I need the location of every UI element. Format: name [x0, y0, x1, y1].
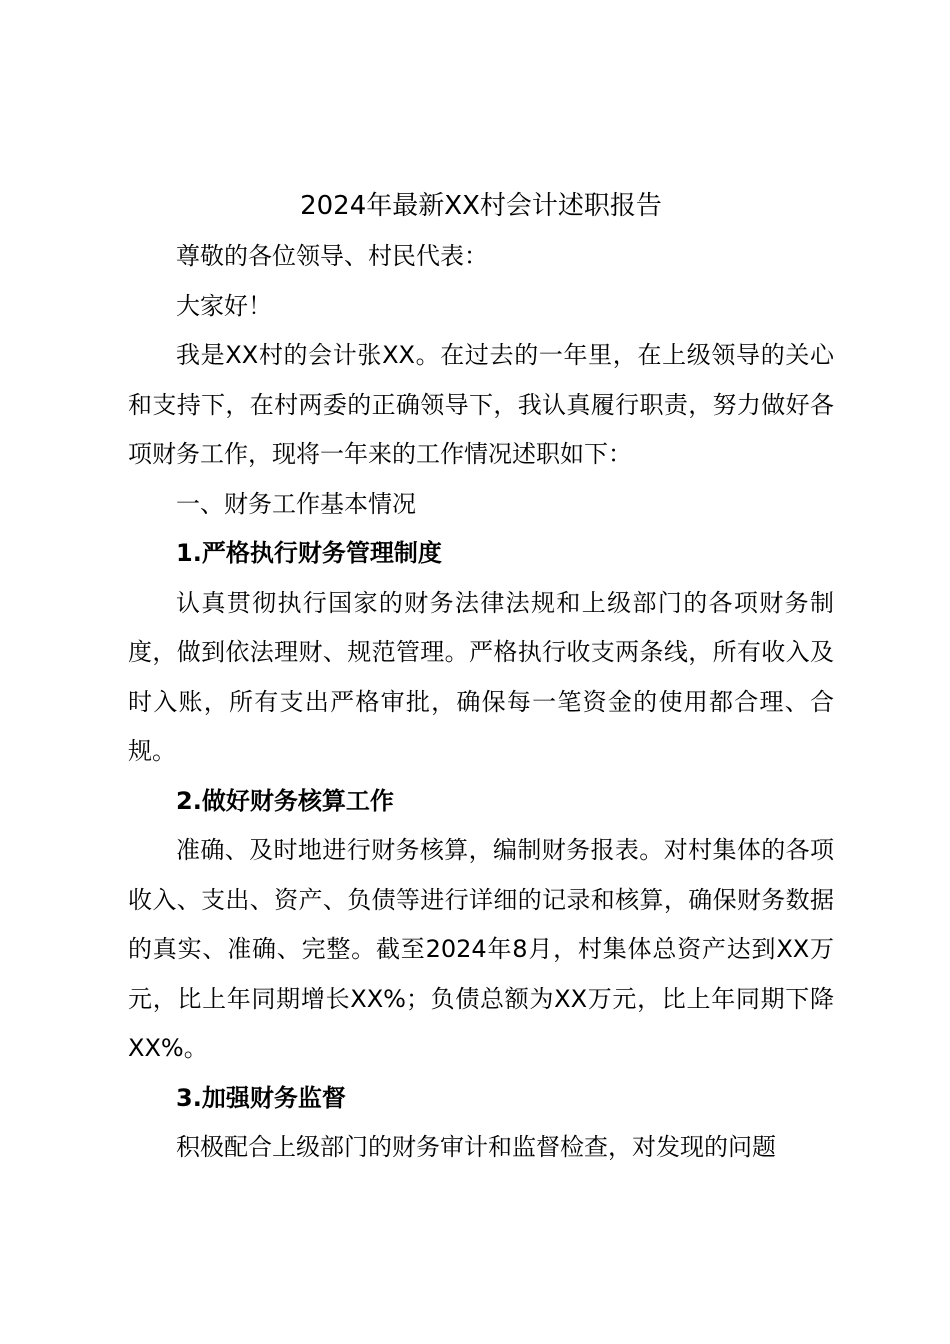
item-2-heading: 2.做好财务核算工作	[176, 786, 394, 815]
item-1-body: 认真贯彻执行国家的财务法律法规和上级部门的各项财务制度，做到依法理财、规范管理。严格执行收支两条线，所有收入及时入账，所有支出严格审批，确保每一笔资金的使用都合理、合规。	[128, 588, 834, 765]
document-title: 2024年最新XX村会计述职报告	[300, 191, 662, 221]
item-3-body: 积极配合上级部门的财务审计和监督检查，对发现的问题	[176, 1133, 776, 1161]
item-2-body: 准确、及时地进行财务核算，编制财务报表。对村集体的各项收入、支出、资产、负债等进行详细的记录和核算，确保财务数据的真实、准确、完整。截至2024年8月，村集体总资产达到XX万元，比上年同期增长XX%；负债总额为XX万元，比上年同期下降XX%。	[128, 836, 834, 1062]
greeting: 大家好！	[176, 291, 272, 320]
intro-paragraph: 我是XX村的会计张XX。在过去的一年里，在上级领导的关心和支持下，在村两委的正确领导下，我认真履行职责，努力做好各项财务工作，现将一年来的工作情况述职如下：	[128, 341, 834, 468]
document-page	[128, 180, 834, 1173]
section-heading: 一、财务工作基本情况	[176, 489, 416, 518]
item-1-heading: 1.严格执行财务管理制度	[176, 539, 442, 567]
salutation: 尊敬的各位领导、村民代表：	[176, 242, 488, 270]
item-3-heading: 3.加强财务监督	[176, 1083, 346, 1112]
